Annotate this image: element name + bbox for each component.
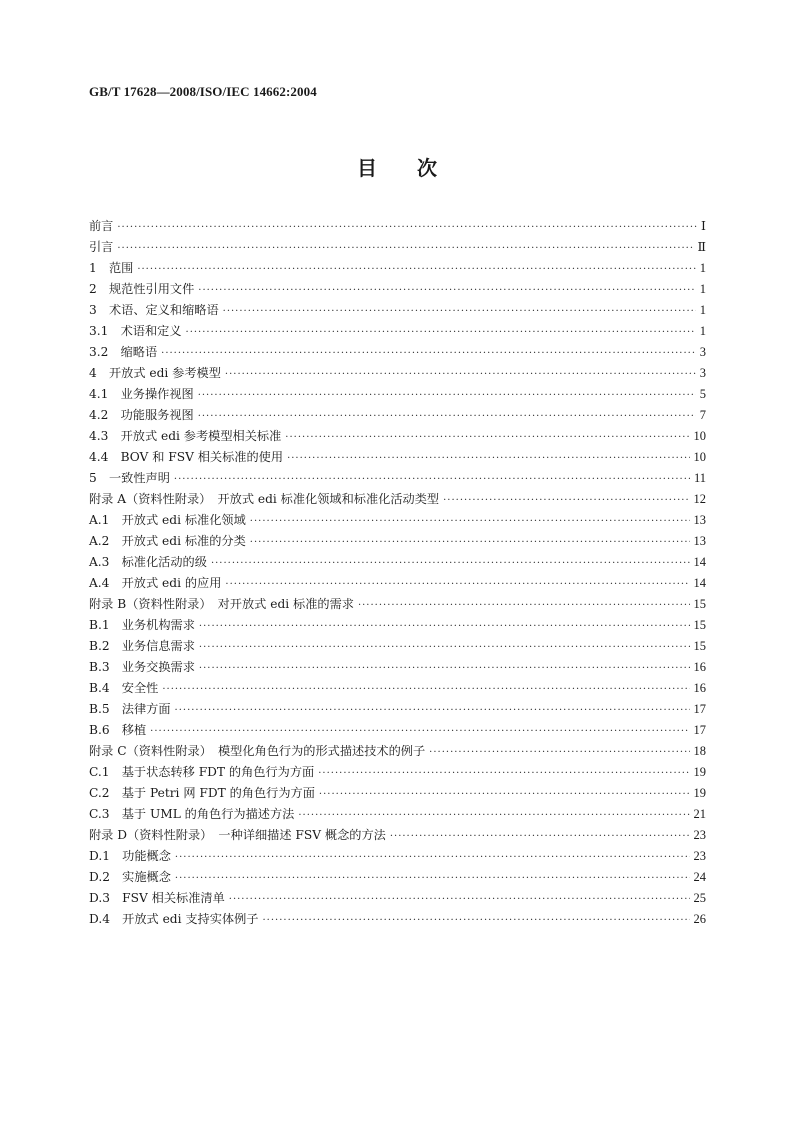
toc-entry-page-number: 12 [693,492,706,506]
toc-entry[interactable] [89,573,706,594]
dot-leader [199,658,690,679]
dot-leader [429,742,689,763]
dot-leader [161,343,696,364]
toc-entry-page-number: 17 [693,723,706,737]
dot-leader [198,406,696,427]
toc-entry-page-number: 15 [693,618,706,632]
toc-entry-label: B.3 业务交换需求 [89,660,195,674]
toc-entry-label: 附录 C（资料性附录） 模型化角色行为的形式描述技术的例子 [89,744,426,758]
toc-entry[interactable] [89,636,706,657]
toc-entry-label: B.5 法律方面 [89,702,171,716]
toc-entry-label: 2 规范性引用文件 [89,282,195,296]
toc-entry[interactable] [89,405,706,426]
toc-entry-label: 5 一致性声明 [89,471,170,485]
toc-entry-page-number: 26 [693,912,706,926]
toc-entry[interactable] [89,447,706,468]
dot-leader [117,217,697,238]
dot-leader [175,700,690,721]
toc-entry-page-number: 15 [693,597,706,611]
toc-entry-page-number: 5 [699,387,706,401]
dot-leader [250,532,690,553]
toc-entry-label: C.2 基于 Petri 网 FDT 的角色行为方面 [89,786,315,800]
toc-entry-page-number: 1 [699,261,706,275]
toc-entry-label: A.3 标准化活动的级 [89,555,207,569]
toc-entry-page-number: 19 [693,786,706,800]
dot-leader [175,847,690,868]
toc-entry-page-number: 3 [699,366,706,380]
toc-entry[interactable] [89,888,706,909]
toc-entry-page-number: 25 [693,891,706,905]
toc-entry-label: C.1 基于状态转移 FDT 的角色行为方面 [89,765,315,779]
toc-entry-page-number: 16 [693,681,706,695]
toc-entry-label: 前言 [89,219,114,233]
toc-entry[interactable] [89,237,706,258]
toc-entry-label: A.1 开放式 edi 标准化领域 [89,513,246,527]
toc-entry[interactable] [89,594,706,615]
toc-entry-label: B.6 移植 [89,723,147,737]
toc-entry-page-number: 14 [693,576,706,590]
dot-leader [198,280,695,301]
toc-entry-page-number: 24 [693,870,706,884]
toc-entry[interactable] [89,867,706,888]
dot-leader [358,595,690,616]
toc-entry-page-number: 10 [693,429,706,443]
toc-entry-page-number: 18 [693,744,706,758]
toc-entry-label: 3.2 缩略语 [89,345,158,359]
toc-entry-label: C.3 基于 UML 的角色行为描述方法 [89,807,295,821]
toc-entry[interactable] [89,678,706,699]
toc-entry[interactable] [89,468,706,489]
toc-entry[interactable] [89,300,706,321]
toc-entry-label: 3.1 术语和定义 [89,324,182,338]
toc-entry[interactable] [89,825,706,846]
toc-entry-page-number: 19 [693,765,706,779]
toc-entry-page-number: Ⅰ [701,219,706,233]
toc-entry-page-number: 17 [693,702,706,716]
table-of-contents [89,216,706,930]
toc-entry-label: 引言 [89,240,114,254]
toc-entry-label: 4.4 BOV 和 FSV 相关标准的使用 [89,450,284,464]
toc-entry-page-number: 11 [693,471,706,485]
dot-leader [318,763,689,784]
toc-entry-label: D.4 开放式 edi 支持实体例子 [89,912,259,926]
toc-entry-page-number: 16 [693,660,706,674]
toc-entry-label: B.4 安全性 [89,681,159,695]
toc-entry-page-number: 7 [699,408,706,422]
toc-entry[interactable] [89,216,706,237]
toc-entry[interactable] [89,846,706,867]
toc-entry-page-number: 13 [693,534,706,548]
toc-entry[interactable] [89,321,706,342]
toc-entry-page-number: 15 [693,639,706,653]
toc-entry-label: B.2 业务信息需求 [89,639,195,653]
toc-entry-page-number: 23 [693,828,706,842]
dot-leader [443,490,689,511]
dot-leader [263,910,690,931]
document-code: GB/T 17628—2008/ISO/IEC 14662:2004 [89,84,317,99]
dot-leader [162,679,689,700]
dot-leader [198,385,696,406]
toc-entry[interactable] [89,909,706,930]
dot-leader [229,889,690,910]
dot-leader [285,427,689,448]
toc-entry[interactable] [89,258,706,279]
toc-entry-label: 4 开放式 edi 参考模型 [89,366,221,380]
toc-entry-label: 4.2 功能服务视图 [89,408,194,422]
toc-entry-page-number: 23 [693,849,706,863]
dot-leader [174,469,690,490]
dot-leader [199,616,690,637]
toc-entry-page-number: 13 [693,513,706,527]
dot-leader [199,637,690,658]
toc-entry-label: 4.3 开放式 edi 参考模型相关标准 [89,429,282,443]
page-title: 目 次 [357,156,437,180]
toc-entry-label: 1 范围 [89,261,134,275]
toc-entry[interactable] [89,804,706,825]
dot-leader [186,322,696,343]
toc-entry-page-number: 3 [699,345,706,359]
dot-leader [319,784,690,805]
dot-leader [225,364,696,385]
toc-entry[interactable] [89,384,706,405]
toc-entry[interactable] [89,342,706,363]
toc-entry[interactable] [89,783,706,804]
toc-entry-label: D.3 FSV 相关标准清单 [89,891,225,905]
toc-entry-page-number: 10 [693,450,706,464]
dot-leader [287,448,689,469]
toc-entry[interactable] [89,699,706,720]
toc-entry-label: 附录 D（资料性附录） 一种详细描述 FSV 概念的方法 [89,828,386,842]
dot-leader [225,574,689,595]
toc-entry-page-number: Ⅱ [697,240,706,254]
toc-entry-label: A.4 开放式 edi 的应用 [89,576,222,590]
dot-leader [175,868,690,889]
toc-entry-page-number: 1 [699,324,706,338]
toc-entry-label: 附录 B（资料性附录） 对开放式 edi 标准的需求 [89,597,354,611]
toc-entry[interactable] [89,279,706,300]
dot-leader [390,826,690,847]
toc-entry[interactable] [89,531,706,552]
toc-entry[interactable] [89,615,706,636]
toc-entry[interactable] [89,363,706,384]
toc-entry[interactable] [89,657,706,678]
dot-leader [117,238,693,259]
toc-entry-page-number: 14 [693,555,706,569]
toc-entry-label: D.2 实施概念 [89,870,171,884]
dot-leader [298,805,689,826]
toc-entry[interactable] [89,426,706,447]
toc-entry[interactable] [89,762,706,783]
toc-entry-label: B.1 业务机构需求 [89,618,195,632]
toc-entry-label: D.1 功能概念 [89,849,171,863]
toc-entry-label: 附录 A（资料性附录） 开放式 edi 标准化领域和标准化活动类型 [89,492,440,506]
toc-entry-label: 3 术语、定义和缩略语 [89,303,219,317]
dot-leader [137,259,695,280]
dot-leader [211,553,690,574]
toc-entry-label: 4.1 业务操作视图 [89,387,194,401]
toc-entry-page-number: 1 [699,282,706,296]
toc-entry[interactable] [89,510,706,531]
dot-leader [250,511,690,532]
dot-leader [223,301,696,322]
toc-entry[interactable] [89,741,706,762]
toc-entry[interactable] [89,489,706,510]
toc-entry[interactable] [89,552,706,573]
toc-entry-label: A.2 开放式 edi 标准的分类 [89,534,246,548]
toc-entry-page-number: 21 [693,807,706,821]
toc-entry[interactable] [89,720,706,741]
toc-entry-page-number: 1 [699,303,706,317]
dot-leader [150,721,689,742]
